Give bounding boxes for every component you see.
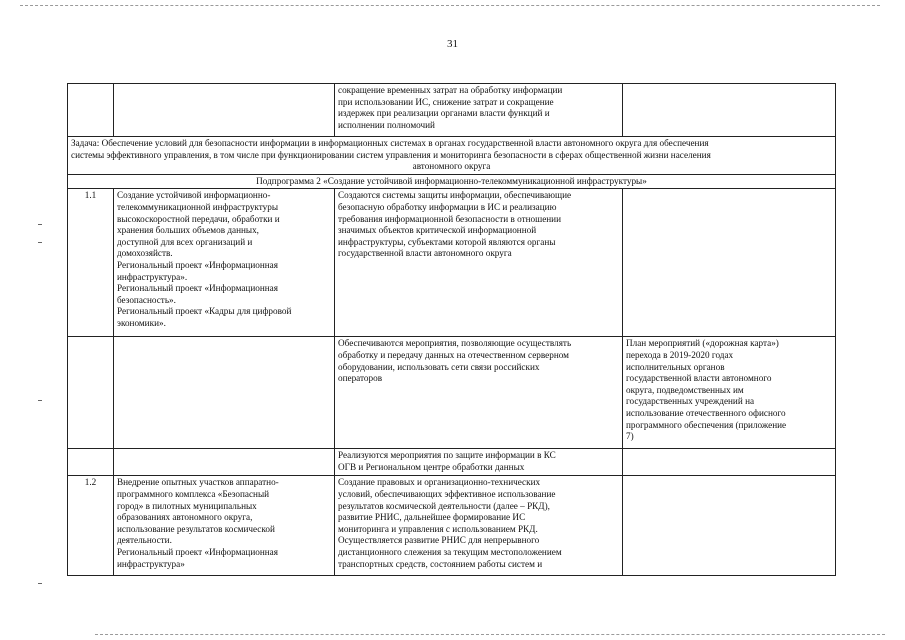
- text-line: результатов космической деятельности (далее – РКД),: [338, 500, 550, 511]
- table-row: [68, 449, 836, 476]
- cell-document: [623, 449, 836, 476]
- text-line: образованиях автономного округа,: [117, 512, 253, 523]
- text-line: 7): [626, 431, 634, 442]
- cell-document: [623, 337, 836, 449]
- table-row: [68, 337, 836, 449]
- text-line: государственной власти автономного округа: [338, 248, 512, 259]
- cell-name: [114, 337, 335, 449]
- text-line: Создание устойчивой информационно-: [117, 190, 271, 201]
- text-line: значимых объектов критической информационной: [338, 225, 537, 236]
- text-line: государственных учреждений на: [626, 396, 755, 407]
- text-line: операторов: [338, 373, 383, 384]
- text-line: высокоскоростной передачи, обработки и: [117, 213, 280, 224]
- task-line: автономного округа: [412, 161, 491, 172]
- cell-name: [114, 84, 335, 137]
- margin-mark: [38, 583, 42, 584]
- cell-result: [335, 189, 623, 337]
- text-line: обработку и передачу данных на отечественном серверном: [338, 349, 569, 360]
- table-row: [68, 476, 836, 576]
- cell-name: [114, 476, 335, 576]
- margin-mark: [38, 242, 42, 243]
- cell-result: [335, 84, 623, 137]
- text-line: безопасность».: [117, 294, 176, 305]
- task-row: [68, 137, 836, 175]
- text-line: перехода в 2019-2020 годах: [626, 349, 734, 360]
- text-line: домохозяйств.: [117, 248, 173, 259]
- text-line: Осуществляется развитие РНИС для непрерывного: [338, 535, 540, 546]
- text-line: Обеспечиваются мероприятия, позволяющие осуществлять: [338, 338, 572, 349]
- text-line: государственной власти автономного: [626, 373, 772, 384]
- text-line: Создание правовых и организационно-технических: [338, 477, 541, 488]
- cell-num: [68, 84, 114, 137]
- text-line: безопасную обработку информации в ИС и реализацию: [338, 201, 557, 212]
- text-line: использование отечественного офисного: [626, 407, 786, 418]
- text-line: требования информационной безопасности в отношении: [338, 213, 562, 224]
- text-line: деятельности.: [117, 535, 172, 546]
- text-line: при использовании ИС, снижение затрат и сокращение: [338, 96, 554, 107]
- text-line: План мероприятий («дорожная карта»): [626, 338, 779, 349]
- cell-num: [68, 449, 114, 476]
- text-line: транспортных средств, состоянием работы систем и: [338, 558, 543, 569]
- text-line: телекоммуникационной инфраструктуры: [117, 201, 279, 212]
- text-line: хранения больших объемов данных,: [117, 225, 259, 236]
- subprogram-title: Подпрограмма 2 «Создание устойчивой информационно-телекоммуникационной инфраструктуры»: [68, 174, 836, 189]
- scan-edge-top: [20, 5, 880, 6]
- cell-result: [335, 476, 623, 576]
- text-line: оборудовании, использовать сети связи российских: [338, 361, 540, 372]
- text-line: развитие РНИС, дальнейшее формирование ИС: [338, 512, 526, 523]
- cell-num: [68, 337, 114, 449]
- text-line: издержек при реализации органами власти функций и: [338, 108, 550, 119]
- margin-mark: [38, 400, 42, 401]
- text-line: ОГВ и Региональном центре обработки данных: [338, 461, 525, 472]
- table-row-continuation: [68, 84, 836, 137]
- text-line: город» в пилотных муниципальных: [117, 500, 257, 511]
- text-line: сокращение временных затрат на обработку информации: [338, 85, 563, 95]
- text-line: исполнительных органов: [626, 361, 725, 372]
- text-line: исполнении полномочий: [338, 119, 435, 130]
- cell-name: [114, 189, 335, 337]
- text-line: условий, обеспечивающих эффективное использование: [338, 488, 556, 499]
- page-number: 31: [447, 38, 458, 50]
- text-line: мониторинга и управления с использованием РКД.: [338, 523, 538, 534]
- text-line: программного обеспечения (приложение: [626, 419, 787, 430]
- text-line: округа, подведомственных им: [626, 384, 744, 395]
- text-line: Региональный проект «Информационная: [117, 259, 278, 270]
- text-line: Реализуются мероприятия по защите информации в КС: [338, 450, 556, 461]
- table-row: [68, 189, 836, 337]
- text-line: программного комплекса «Безопасный: [117, 488, 270, 499]
- text-line: Региональный проект «Кадры для цифровой: [117, 306, 292, 317]
- text-line: доступной для всех организаций и: [117, 236, 253, 247]
- scan-edge-bottom: [95, 634, 885, 635]
- task-statement: [68, 137, 836, 175]
- cell-result: [335, 449, 623, 476]
- cell-document: [623, 189, 836, 337]
- margin-mark: [38, 224, 42, 225]
- text-line: инфраструктуры, субъектами которой являются органы: [338, 236, 556, 247]
- cell-name: [114, 449, 335, 476]
- text-line: Внедрение опытных участков аппаратно-: [117, 477, 279, 488]
- text-line: Региональный проект «Информационная: [117, 546, 278, 557]
- text-line: Создаются системы защиты информации, обеспечивающие: [338, 190, 572, 201]
- text-line: экономики».: [117, 317, 166, 328]
- row-number: 1.1: [68, 189, 114, 337]
- text-line: инфраструктура».: [117, 271, 188, 282]
- program-table: [67, 83, 836, 576]
- row-number: 1.2: [68, 476, 114, 576]
- text-line: дистанционного слежения за текущим местоположением: [338, 546, 562, 557]
- subprogram-row: [68, 174, 836, 189]
- task-line: системы эффективного управления, в том числе при функционировании систем управления и мониторинга безопасности в сферах общественной жизни населения: [71, 149, 711, 160]
- cell-document: [623, 84, 836, 137]
- cell-document: [623, 476, 836, 576]
- text-line: Региональный проект «Информационная: [117, 283, 278, 294]
- text-line: использование результатов космической: [117, 523, 275, 534]
- task-line: Задача: Обеспечение условий для безопасности информации в информационных системах в органах государственной власти автономного округа для обеспечения: [71, 138, 709, 148]
- text-line: инфраструктура»: [117, 558, 185, 569]
- cell-result: [335, 337, 623, 449]
